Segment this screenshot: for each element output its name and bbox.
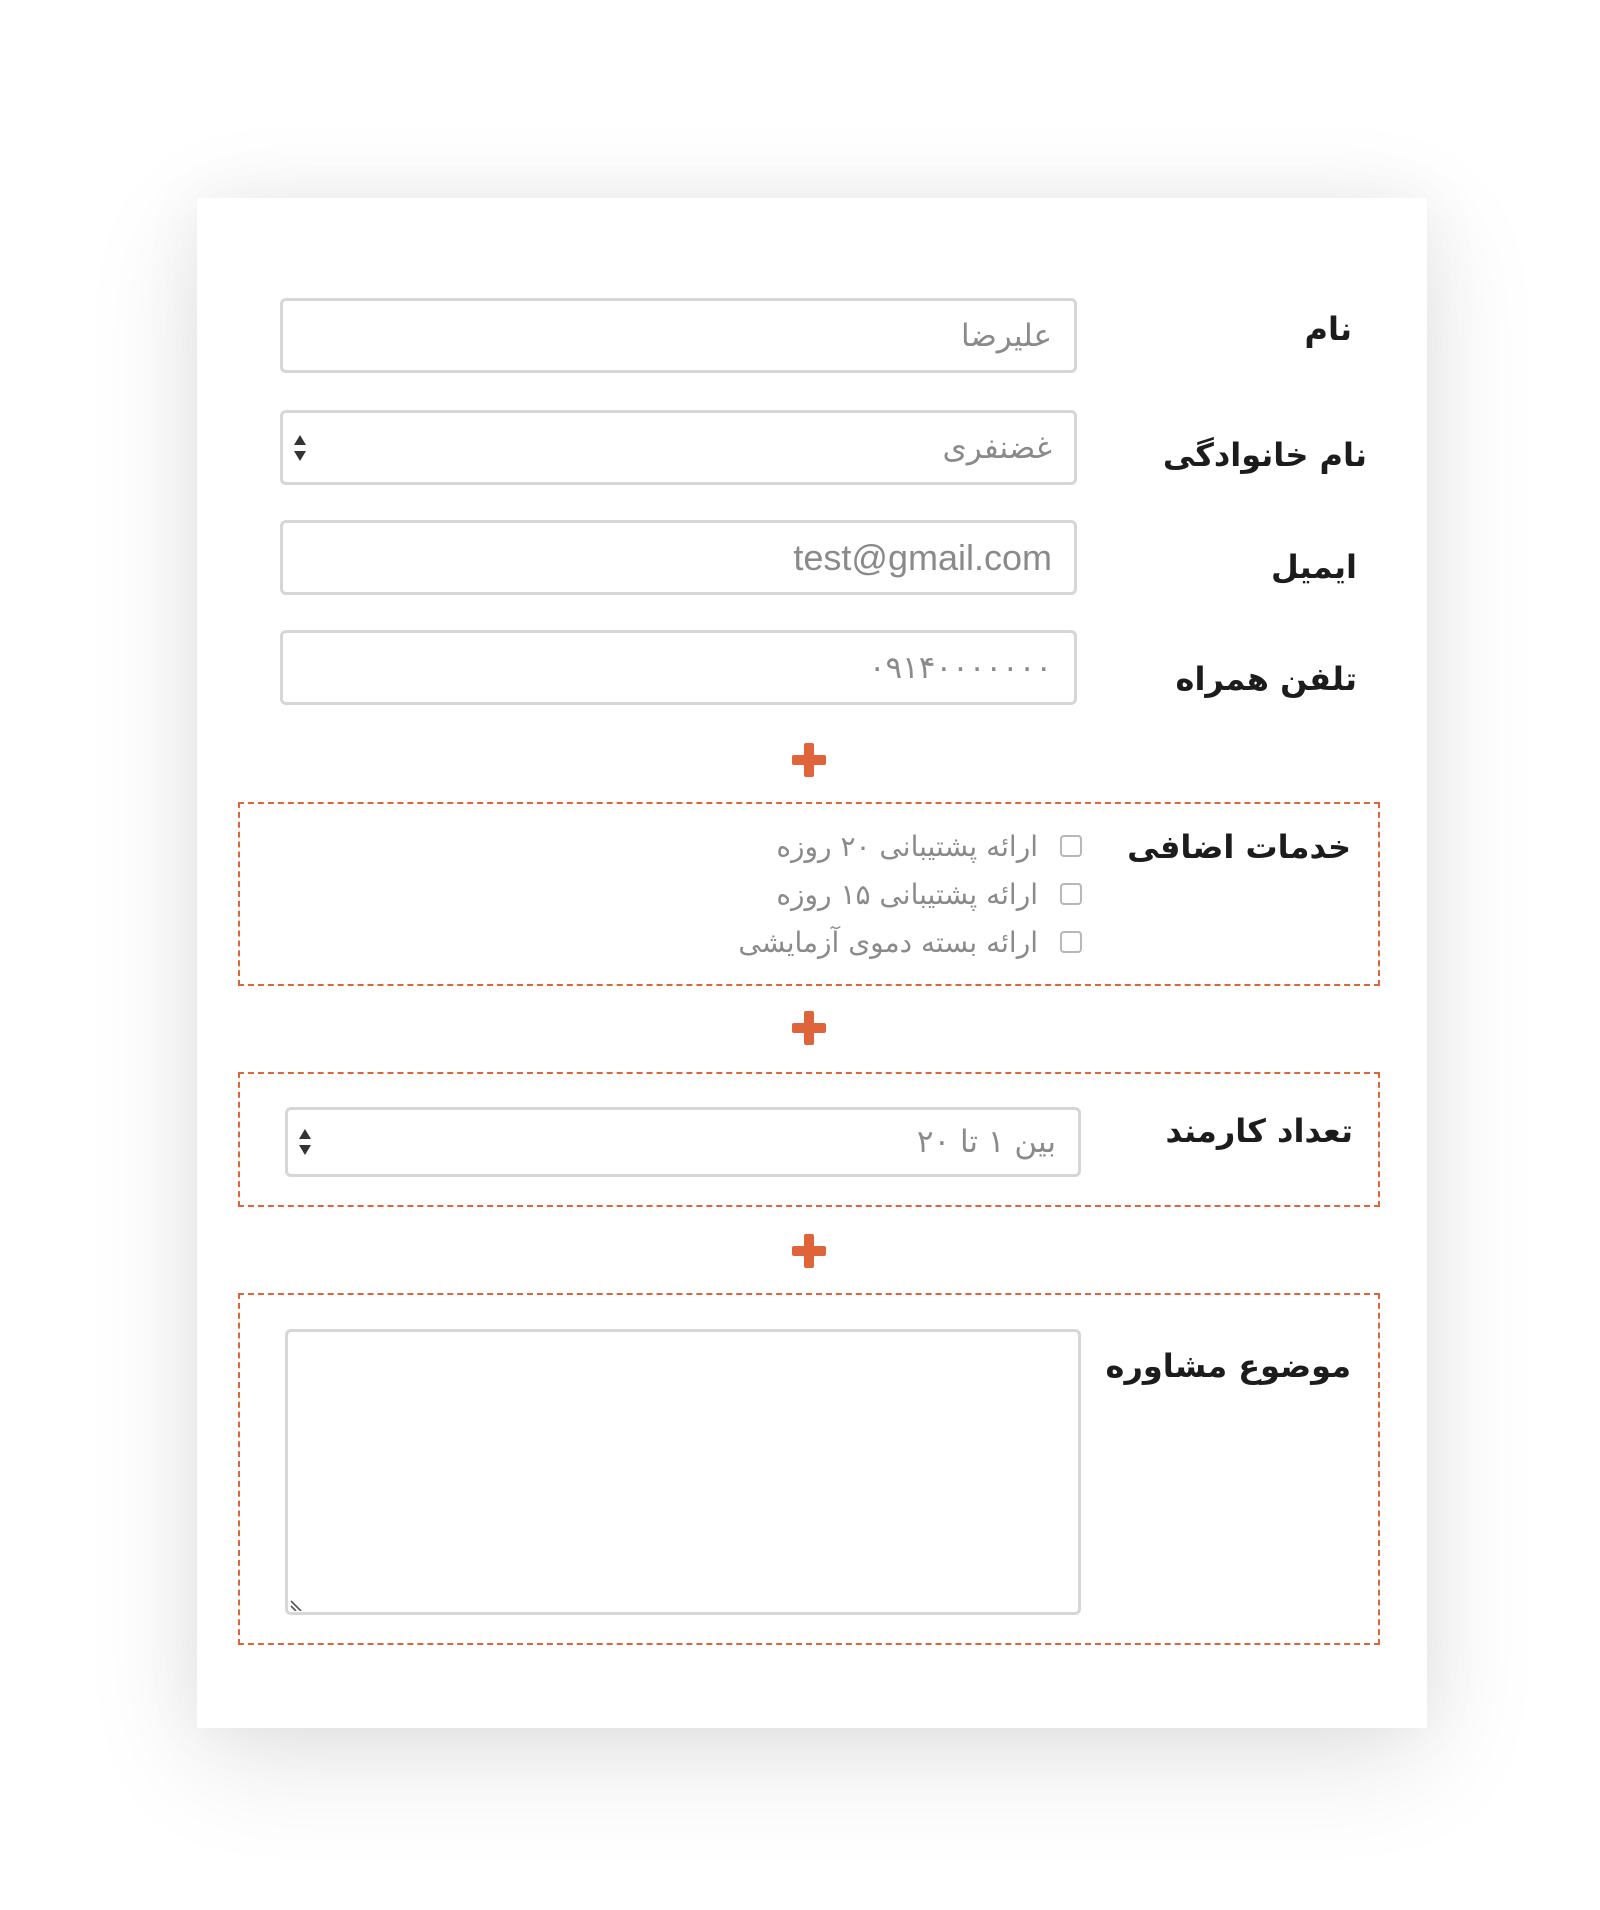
service-option-1[interactable] — [776, 826, 1082, 866]
first-name-input[interactable] — [280, 298, 1077, 373]
service-option-3-label: ارائه بسته دموی آزمایشی — [738, 925, 1038, 959]
last-name-value: غضنفری — [942, 429, 1052, 466]
first-name-label: نام — [1304, 310, 1352, 348]
consultation-topic-section — [238, 1293, 1380, 1645]
consultation-topic-wrapper — [285, 1329, 1081, 1615]
extra-services-options — [240, 804, 1082, 984]
consultation-topic-textarea[interactable] — [285, 1329, 1081, 1615]
extra-services-label: خدمات اضافی — [1127, 828, 1351, 866]
employee-count-value: بین ۱ تا ۲۰ — [916, 1124, 1056, 1160]
last-name-select[interactable] — [280, 410, 1077, 485]
employee-count-select[interactable] — [285, 1107, 1081, 1177]
last-name-label: نام خانوادگی — [1162, 436, 1367, 474]
plus-icon[interactable] — [789, 1231, 829, 1271]
checkbox-icon[interactable] — [1060, 835, 1082, 857]
form-card — [197, 198, 1427, 1728]
employee-count-label: تعداد کارمند — [1165, 1112, 1353, 1150]
service-option-1-label: ارائه پشتیبانی ۲۰ روزه — [776, 829, 1038, 863]
resize-handle-icon[interactable] — [289, 1595, 305, 1611]
email-label: ایمیل — [1270, 548, 1357, 586]
employee-count-section — [238, 1072, 1380, 1207]
extra-services-section — [238, 802, 1380, 986]
up-down-arrows-icon[interactable] — [298, 1127, 312, 1157]
service-option-2[interactable] — [776, 874, 1082, 914]
email-input[interactable] — [280, 520, 1077, 595]
service-option-2-label: ارائه پشتیبانی ۱۵ روزه — [776, 877, 1038, 911]
plus-icon[interactable] — [789, 740, 829, 780]
up-down-arrows-icon[interactable] — [293, 433, 307, 463]
mobile-label: تلفن همراه — [1175, 660, 1357, 698]
checkbox-icon[interactable] — [1060, 883, 1082, 905]
plus-icon[interactable] — [789, 1008, 829, 1048]
checkbox-icon[interactable] — [1060, 931, 1082, 953]
service-option-3[interactable] — [738, 922, 1082, 962]
mobile-input[interactable] — [280, 630, 1077, 705]
consultation-topic-label: موضوع مشاوره — [1105, 1347, 1351, 1385]
